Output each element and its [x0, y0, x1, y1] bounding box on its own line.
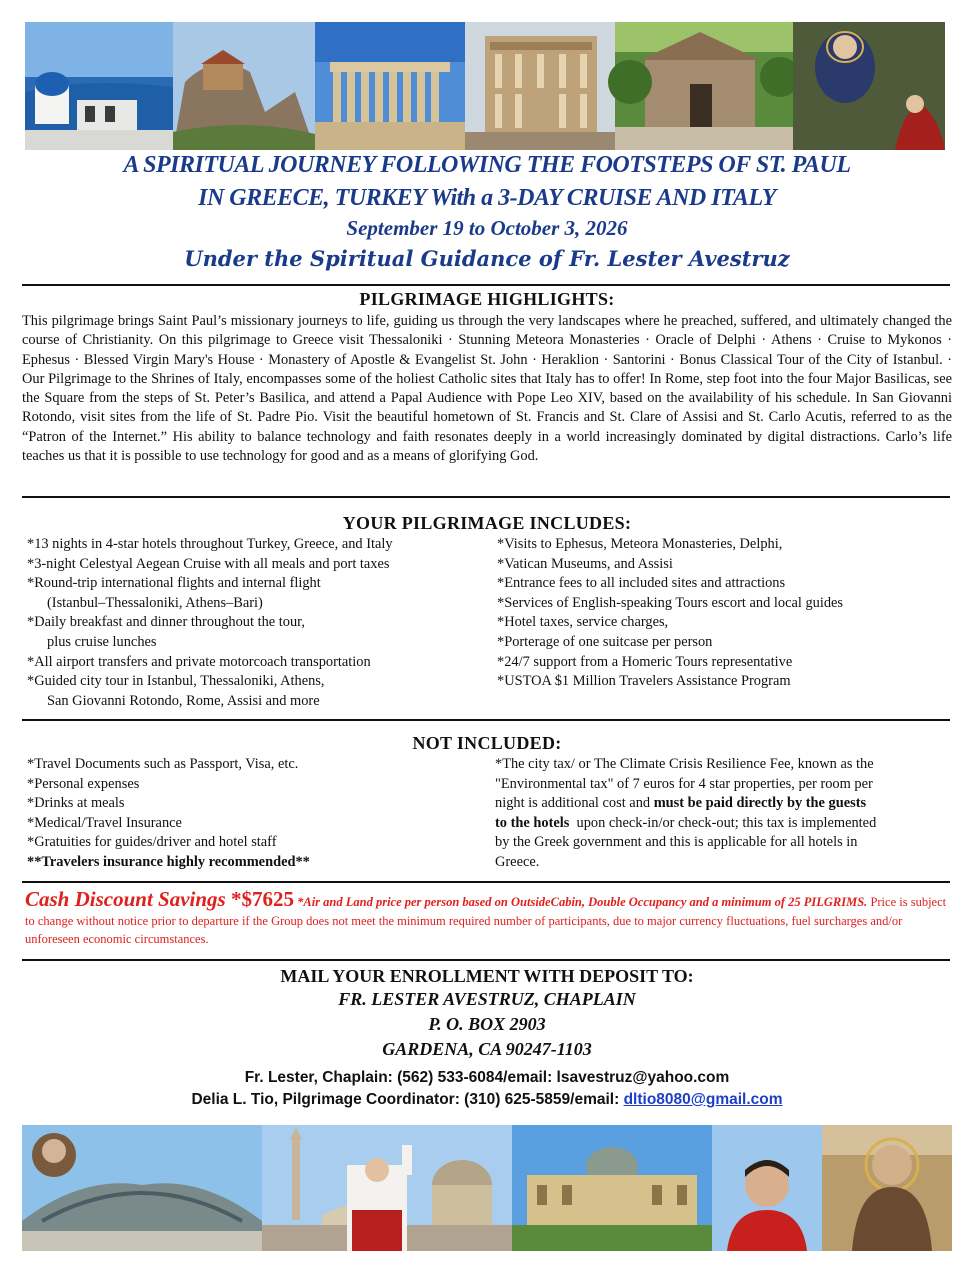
- top-photo-collage: [25, 22, 945, 150]
- note-line: night is additional cost and must be paid directly by the guests: [495, 795, 867, 812]
- list-item: *Personal expenses: [27, 775, 140, 792]
- title-line-1: A SPIRITUAL JOURNEY FOLLOWING THE FOOTSTEPS OF ST. PAUL: [123, 152, 851, 178]
- price: *$7625: [230, 887, 294, 911]
- list-item: *Gratuities for guides/driver and hotel staff: [27, 834, 277, 851]
- divider: [22, 881, 950, 883]
- price-note: *Air and Land price per person based on OutsideCabin, Double Occupancy and a minimum of 25 PILGRIMS.: [293, 895, 868, 909]
- list-item: *Daily breakfast and dinner throughout the tour,: [27, 614, 305, 631]
- list-item: plus cruise lunches: [47, 633, 157, 650]
- list-item: *24/7 support from a Homeric Tours representative: [497, 653, 793, 670]
- highlights-text: This pilgrimage brings Saint Paul’s missionary journeys to life, guiding us through the very landscapes where he preached, suffered, and ultimately changed the course of Christianity. On this pilgrimage to Greece visit Thessaloniki · Stunning Meteora Monasteries · Oracle of Delphi · Athens · Cruise to Mykonos · Ephesus · Blessed Virgin Mary's House · Monastery of Apostle & Evangelist St. John · Heraklion · Santorini · Bonus Classical Tour of the City of Istanbul. · Our Pilgrimage to the Shrines of Italy, encompasses some of the holiest Catholic sites that Italy has to offer! In Rome, step foot into the four Major Basilicas, see the Square from the steps of St. Peter’s Basilica, and attend a Papal Audience with Pope Leo XIV, based on the availability of his schedule. In San Giovanni Rotondo, visit sites from the life of St. Padre Pio. Visit the beautiful hometown of St. Francis and St. Clare of Assisi and St. Carlo Acutis, referred to as the “Patron of the Internet.” His ability to balance technology and faith resonates deeply in a world increasingly dominated by digital distractions. Carlo’s life teaches us that it is possible to use technology for good and as a means of glorifying God.: [22, 313, 952, 465]
- list-item: *Visits to Ephesus, Meteora Monasteries, Delphi,: [497, 536, 783, 552]
- meteora-icon: [173, 22, 315, 150]
- list-item: *Travel Documents such as Passport, Visa, etc.: [27, 756, 299, 772]
- list-item: San Giovanni Rotondo, Rome, Assisi and more: [47, 692, 320, 709]
- note-line: Greece.: [495, 853, 540, 870]
- not-included-heading: NOT INCLUDED:: [412, 733, 562, 753]
- mail-heading: MAIL YOUR ENROLLMENT WITH DEPOSIT TO:: [280, 966, 694, 986]
- carlo-acutis-icon: [712, 1125, 822, 1251]
- includes-right-list: [497, 535, 843, 692]
- list-item: *Porterage of one suitcase per person: [497, 633, 713, 650]
- list-item: *Guided city tour in Istanbul, Thessaloniki, Athens,: [27, 673, 325, 690]
- divider: [22, 284, 950, 286]
- price-disclaimer: Price is subject to change without notice prior to departure if the Group does not meet the minimum required number of participants, due to major currency fluctuations, fuel surcharges and/or unforeseen economic circumstances.: [25, 895, 947, 946]
- email-link[interactable]: dltio8080@gmail.com: [623, 1091, 783, 1108]
- list-item: *13 nights in 4-star hotels throughout Turkey, Greece, and Italy: [27, 536, 393, 552]
- list-item: *USTOA $1 Million Travelers Assistance Program: [497, 673, 791, 690]
- mail-box: P. O. BOX 2903: [428, 1014, 546, 1034]
- list-item: *Hotel taxes, service charges,: [497, 614, 669, 631]
- bottom-photo-collage: [22, 1125, 952, 1251]
- divider: [22, 496, 950, 498]
- mail-name: FR. LESTER AVESTRUZ, CHAPLAIN: [338, 989, 636, 1009]
- list-item: *All airport transfers and private motorcoach transportation: [27, 653, 371, 670]
- list-item: *Entrance fees to all included sites and attractions: [497, 575, 786, 592]
- title-line-2: IN GREECE, TURKEY With a 3-DAY CRUISE AND ITALY: [198, 185, 776, 211]
- note-line: to the hotels upon check-in/or check-out; this tax is implemented: [495, 814, 877, 831]
- vatican-museum-icon: [512, 1125, 712, 1251]
- not-included-left-list: [27, 755, 310, 873]
- contact-lester: Fr. Lester, Chaplain: (562) 533-6084/email: lsavestruz@yahoo.com: [244, 1069, 730, 1086]
- spiritual-guidance: Under the Spiritual Guidance of Fr. Lester Avestruz: [184, 246, 790, 271]
- st-francis-icon: [822, 1125, 952, 1251]
- includes-left-list: [27, 535, 393, 711]
- contact-delia: Delia L. Tio, Pilgrimage Coordinator: (310) 625-5859/email: dltio8080@gmail.com: [191, 1091, 783, 1108]
- list-item: (Istanbul–Thessaloniki, Athens–Bari): [47, 594, 263, 611]
- list-item: *3-night Celestyal Aegean Cruise with all meals and port taxes: [27, 555, 390, 572]
- cash-discount-block: [25, 887, 950, 948]
- santorini-icon: [25, 22, 173, 150]
- tour-dates: September 19 to October 3, 2026: [346, 216, 628, 240]
- note-line: *The city tax/ or The Climate Crisis Resilience Fee, known as the: [495, 756, 874, 772]
- list-item: *Round-trip international flights and internal flight: [27, 575, 321, 592]
- note-line: "Environmental tax" of 7 euros for 4 star properties, per room per: [495, 775, 873, 792]
- list-item: *Medical/Travel Insurance: [27, 814, 182, 831]
- padre-pio-church-icon: [22, 1125, 262, 1251]
- ephesus-library-icon: [465, 22, 615, 150]
- list-item: **Travelers insurance highly recommended**: [27, 853, 310, 870]
- cash-discount-label: Cash Discount Savings: [25, 887, 231, 911]
- highlights-heading: PILGRIMAGE HIGHLIGHTS:: [359, 289, 615, 309]
- city-tax-note: [495, 755, 876, 873]
- list-item: *Vatican Museums, and Assisi: [497, 555, 673, 572]
- stone-house-icon: [608, 22, 800, 150]
- divider: [22, 719, 950, 721]
- divider: [22, 959, 950, 961]
- madonna-painting-icon: [793, 22, 945, 150]
- mail-city: GARDENA, CA 90247-1103: [382, 1039, 592, 1059]
- note-line: by the Greek government and this is applicable for all hotels in: [495, 834, 858, 851]
- parthenon-icon: [315, 22, 465, 150]
- list-item: *Services of English-speaking Tours escort and local guides: [497, 594, 844, 611]
- includes-heading: YOUR PILGRIMAGE INCLUDES:: [342, 513, 632, 533]
- list-item: *Drinks at meals: [27, 795, 125, 812]
